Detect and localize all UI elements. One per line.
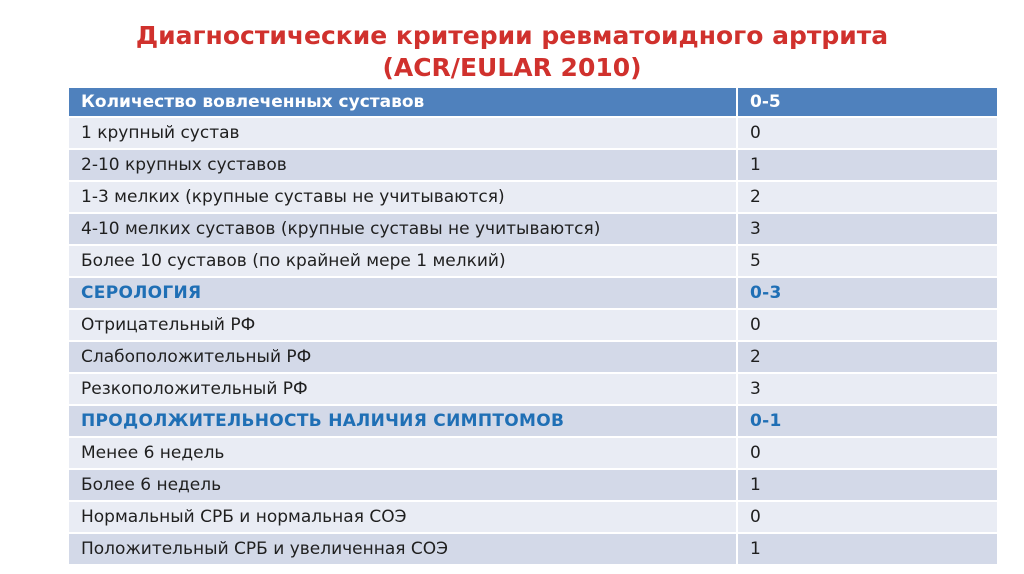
table-row [69, 117, 997, 149]
criterion-cell: Отрицательный РФ [69, 309, 737, 341]
score-cell: 1 [737, 533, 997, 564]
criterion-cell: Нормальный СРБ и нормальная СОЭ [69, 501, 737, 533]
score-cell: 1 [737, 149, 997, 181]
score-cell: 1 [737, 469, 997, 501]
table-row [69, 149, 997, 181]
header-score-cell: 0-5 [737, 88, 997, 117]
criterion-cell: Положительный СРБ и увеличенная СОЭ [69, 533, 737, 564]
section-row-symptom-duration [69, 405, 997, 437]
table-row [69, 501, 997, 533]
score-cell: 2 [737, 181, 997, 213]
section-score-cell: 0-3 [737, 277, 997, 309]
criterion-cell: Резкоположительный РФ [69, 373, 737, 405]
table-row [69, 437, 997, 469]
table-row [69, 245, 997, 277]
score-cell: 5 [737, 245, 997, 277]
table-row [69, 373, 997, 405]
criterion-cell: Более 6 недель [69, 469, 737, 501]
table-row [69, 309, 997, 341]
score-cell: 0 [737, 117, 997, 149]
score-cell: 0 [737, 437, 997, 469]
score-cell: 0 [737, 501, 997, 533]
criterion-cell: 4-10 мелких суставов (крупные суставы не учитываются) [69, 213, 737, 245]
section-row-serology [69, 277, 997, 309]
page-title [0, 20, 1024, 84]
criterion-cell: 2-10 крупных суставов [69, 149, 737, 181]
header-label-cell: Количество вовлеченных суставов [69, 88, 737, 117]
table-header-row [69, 88, 997, 117]
criterion-cell: 1 крупный сустав [69, 117, 737, 149]
table-row [69, 213, 997, 245]
table-row [69, 341, 997, 373]
score-cell: 3 [737, 213, 997, 245]
table-row [69, 533, 997, 564]
criterion-cell: Более 10 суставов (по крайней мере 1 мелкий) [69, 245, 737, 277]
score-cell: 0 [737, 309, 997, 341]
table-row [69, 469, 997, 501]
criterion-cell: 1-3 мелких (крупные суставы не учитываются) [69, 181, 737, 213]
score-cell: 2 [737, 341, 997, 373]
section-label-cell: СЕРОЛОГИЯ [69, 277, 737, 309]
section-label-cell: ПРОДОЛЖИТЕЛЬНОСТЬ НАЛИЧИЯ СИМПТОМОВ [69, 405, 737, 437]
criteria-table [69, 88, 997, 564]
table-row [69, 181, 997, 213]
title-line-1: Диагностические критерии ревматоидного артрита [135, 21, 889, 50]
criterion-cell: Слабоположительный РФ [69, 341, 737, 373]
title-line-2: (ACR/EULAR 2010) [382, 53, 642, 82]
section-score-cell: 0-1 [737, 405, 997, 437]
score-cell: 3 [737, 373, 997, 405]
criterion-cell: Менее 6 недель [69, 437, 737, 469]
